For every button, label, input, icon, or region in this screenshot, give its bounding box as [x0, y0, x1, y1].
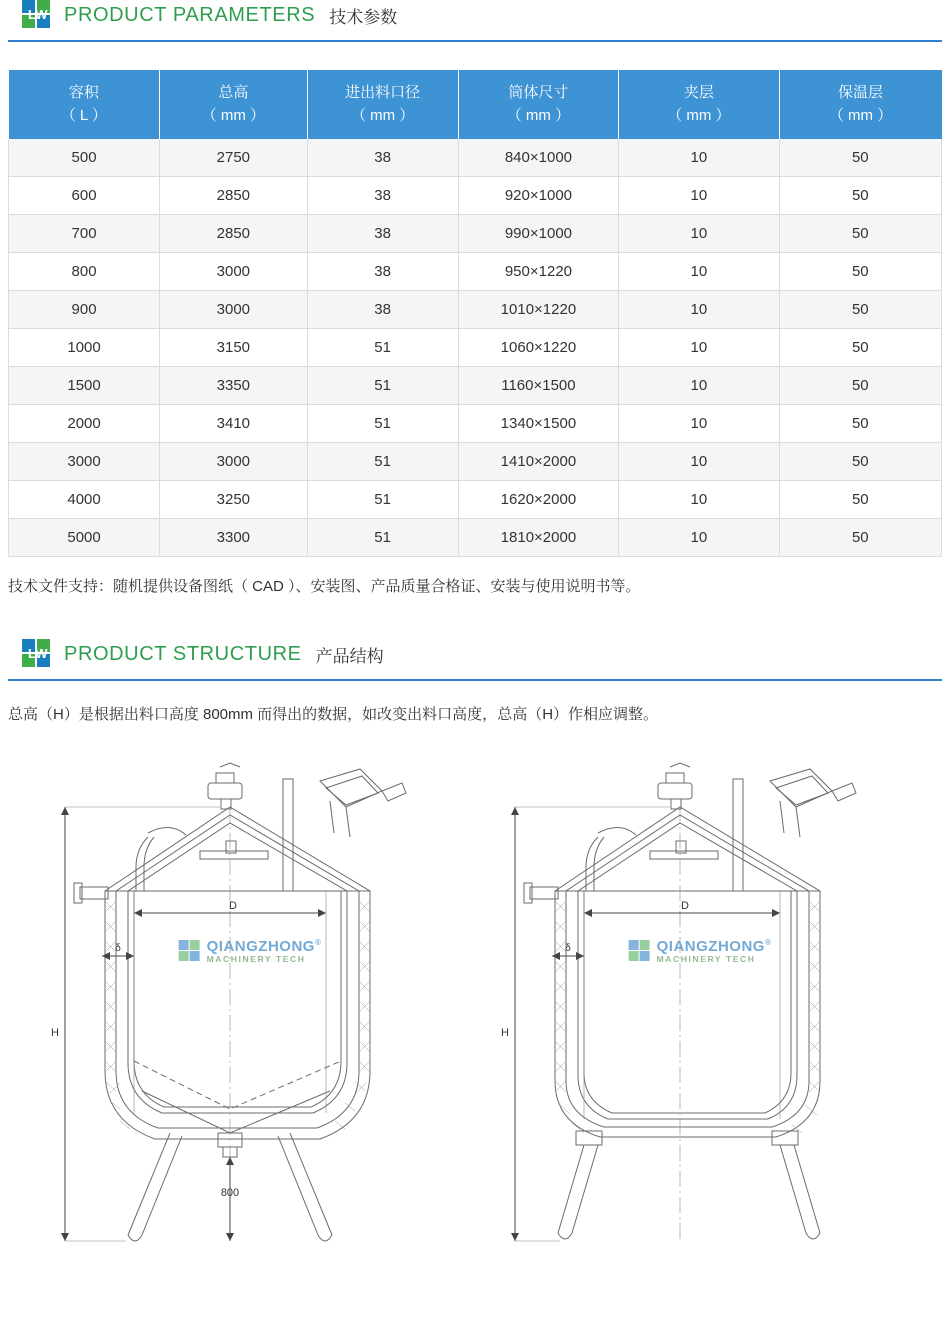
table-cell: 38 [307, 253, 458, 291]
table-header-cell [458, 70, 618, 139]
table-cell: 10 [619, 519, 779, 557]
table-cell: 10 [619, 215, 779, 253]
header-unit: （ mm ） [828, 106, 893, 124]
table-row [9, 405, 942, 443]
table-cell: 920×1000 [458, 177, 618, 215]
table-cell: 50 [779, 139, 941, 177]
header-label: 进出料口径 [345, 84, 421, 101]
header-label: 总高 [218, 84, 249, 101]
table-cell: 10 [619, 253, 779, 291]
table-cell: 600 [9, 177, 160, 215]
tank-drawing-left [30, 741, 470, 1261]
table-row [9, 291, 942, 329]
table-cell: 10 [619, 481, 779, 519]
table-cell: 50 [779, 519, 941, 557]
table-row [9, 367, 942, 405]
table-cell: 38 [307, 177, 458, 215]
table-cell: 700 [9, 215, 160, 253]
table-cell: 10 [619, 443, 779, 481]
table-cell: 10 [619, 291, 779, 329]
brand-logo-mark: LW [28, 7, 48, 22]
header-unit: （ mm ） [667, 106, 731, 124]
table-row [9, 443, 942, 481]
table-cell: 5000 [9, 519, 160, 557]
table-cell: 51 [307, 405, 458, 443]
table-cell: 3000 [9, 443, 160, 481]
table-cell: 10 [619, 177, 779, 215]
table-cell: 38 [307, 291, 458, 329]
header-label: 容积 [68, 84, 99, 101]
tank-svg-right [480, 741, 920, 1261]
table-cell: 51 [307, 481, 458, 519]
table-cell: 900 [9, 291, 160, 329]
table-cell: 10 [619, 139, 779, 177]
table-cell: 1010×1220 [458, 291, 618, 329]
table-cell: 3350 [160, 367, 307, 405]
brand-logo-mark: LW [28, 646, 48, 661]
structure-description: 总高（H）是根据出料口高度 800mm 而得出的数据，如改变出料口高度，总高（H）作相应调整。 [8, 706, 659, 723]
table-cell: 2850 [160, 177, 307, 215]
section-title-cn: 产品结构 [315, 646, 384, 666]
section-title-en: PRODUCT STRUCTURE [64, 642, 302, 665]
header-label: 保温层 [838, 84, 884, 101]
table-cell: 3300 [160, 519, 307, 557]
table-header-cell [307, 70, 458, 139]
table-cell: 1060×1220 [458, 329, 618, 367]
table-cell: 2850 [160, 215, 307, 253]
table-cell: 10 [619, 367, 779, 405]
dimension-label-d: D [681, 900, 689, 912]
dimension-label-thickness: δ [565, 943, 571, 954]
tank-svg-left [30, 741, 470, 1261]
table-cell: 2000 [9, 405, 160, 443]
brand-logo-icon [22, 0, 52, 30]
tank-drawing-right [480, 741, 920, 1261]
brand-logo-icon [22, 639, 52, 669]
table-cell: 1500 [9, 367, 160, 405]
table-cell: 51 [307, 443, 458, 481]
section-header-structure [8, 639, 942, 681]
table-cell: 51 [307, 367, 458, 405]
watermark-brand: QIANGZHONG [656, 938, 765, 955]
table-cell: 10 [619, 405, 779, 443]
table-cell: 800 [9, 253, 160, 291]
table-header-cell [779, 70, 941, 139]
table-cell: 50 [779, 367, 941, 405]
table-row [9, 139, 942, 177]
table-cell: 3000 [160, 443, 307, 481]
table-row [9, 329, 942, 367]
table-cell: 50 [779, 481, 941, 519]
table-header-cell [160, 70, 307, 139]
parameters-table [8, 70, 942, 557]
table-header-cell [619, 70, 779, 139]
table-cell: 50 [779, 253, 941, 291]
table-row [9, 481, 942, 519]
header-unit: （ mm ） [506, 106, 571, 124]
table-row [9, 177, 942, 215]
table-header-cell [9, 70, 160, 139]
table-cell: 3250 [160, 481, 307, 519]
spacer [0, 599, 950, 639]
table-cell: 50 [779, 329, 941, 367]
header-unit: （ L ） [60, 106, 107, 124]
table-note: 技术文件支持：随机提供设备图纸（ CAD ）、安装图、产品质量合格证、安装与使用说明书等。 [8, 578, 641, 595]
watermark-registered: ® [764, 938, 772, 947]
table-cell: 3000 [160, 291, 307, 329]
table-cell: 1410×2000 [458, 443, 618, 481]
table-cell: 38 [307, 139, 458, 177]
section-title-cn: 技术参数 [329, 7, 398, 27]
table-cell: 950×1220 [458, 253, 618, 291]
dimension-label-outlet-height: 800 [220, 1187, 240, 1199]
header-unit: （ mm ） [350, 106, 415, 124]
dimension-label-h: H [51, 1027, 59, 1039]
table-cell: 1340×1500 [458, 405, 618, 443]
table-cell: 51 [307, 329, 458, 367]
table-cell: 990×1000 [458, 215, 618, 253]
dimension-label-d: D [229, 900, 237, 912]
table-cell: 10 [619, 329, 779, 367]
table-cell: 2750 [160, 139, 307, 177]
table-cell: 1000 [9, 329, 160, 367]
table-cell: 840×1000 [458, 139, 618, 177]
table-row [9, 253, 942, 291]
header-label: 筒体尺寸 [508, 84, 569, 101]
table-cell: 1160×1500 [458, 367, 618, 405]
watermark-brand: QIANGZHONG [206, 938, 315, 955]
table-cell: 50 [779, 177, 941, 215]
header-unit: （ mm ） [201, 106, 265, 124]
table-cell: 38 [307, 215, 458, 253]
parameters-table-wrapper [8, 70, 942, 557]
table-row [9, 519, 942, 557]
table-row [9, 215, 942, 253]
table-cell: 50 [779, 443, 941, 481]
table-cell: 50 [779, 405, 941, 443]
table-cell: 50 [779, 215, 941, 253]
table-cell: 3000 [160, 253, 307, 291]
dimension-label-thickness: δ [115, 943, 121, 954]
watermark-subtitle: MACHINERY TECH [206, 953, 306, 964]
section-title-en: PRODUCT PARAMETERS [64, 3, 316, 26]
table-cell: 1620×2000 [458, 481, 618, 519]
table-cell: 500 [9, 139, 160, 177]
dimension-label-h: H [501, 1027, 509, 1039]
table-cell: 51 [307, 519, 458, 557]
section-header-parameters [8, 0, 942, 42]
table-header-row [9, 70, 942, 139]
table-cell: 4000 [9, 481, 160, 519]
header-label: 夹层 [683, 84, 714, 101]
watermark-subtitle: MACHINERY TECH [656, 953, 756, 964]
watermark-registered: ® [314, 938, 322, 947]
drawings-container [0, 741, 950, 1261]
table-cell: 50 [779, 291, 941, 329]
table-cell: 1810×2000 [458, 519, 618, 557]
table-cell: 3150 [160, 329, 307, 367]
table-cell: 3410 [160, 405, 307, 443]
